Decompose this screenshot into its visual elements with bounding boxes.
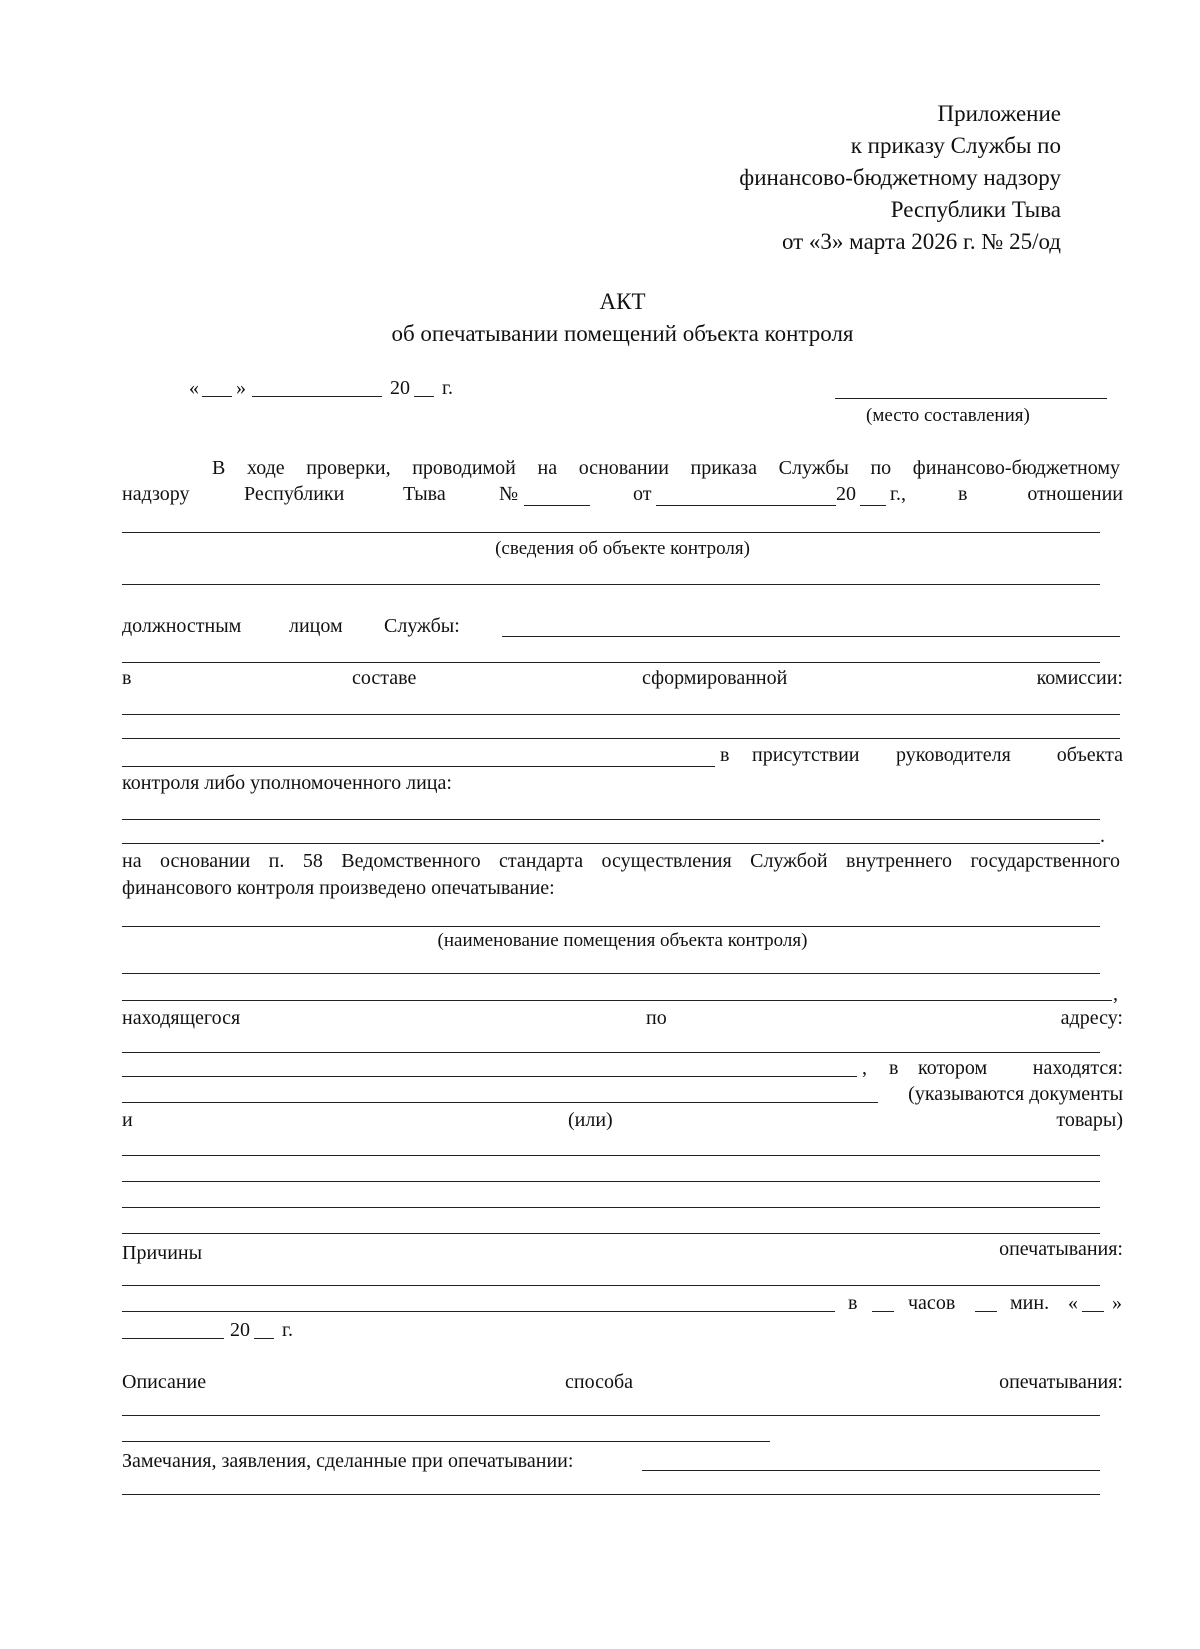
hours-blank[interactable] — [872, 1311, 894, 1312]
presence-word-obekta: объекта — [1056, 744, 1123, 766]
representative-line-2[interactable] — [122, 843, 1100, 844]
time-year-blank[interactable] — [254, 1338, 274, 1339]
commission-line-3[interactable] — [122, 766, 715, 767]
presence-word-prisutstvii: присутствии — [752, 744, 860, 766]
minutes-blank[interactable] — [975, 1311, 997, 1312]
reasons-word-1: Причины — [122, 1242, 203, 1264]
intro-word-nadzor: надзору — [122, 483, 190, 505]
time-word-v: в — [848, 1292, 858, 1314]
representative-line-1[interactable] — [122, 819, 1100, 820]
date-quote-close: » — [236, 377, 246, 399]
contains-note: (указываются документы — [908, 1083, 1123, 1105]
premises-line-2[interactable] — [122, 973, 1100, 974]
official-line-2[interactable] — [122, 662, 1100, 663]
contains-and: и — [122, 1109, 133, 1131]
intro-word-ot: от — [633, 483, 652, 505]
object-info-caption: (сведения об объекте контроля) — [495, 538, 750, 559]
appendix-order-line: к приказу Службы по — [850, 133, 1061, 158]
remarks-blank-1[interactable] — [642, 1470, 1100, 1471]
commission-line-2[interactable] — [122, 738, 1120, 739]
presence-line-2: контроля либо уполномоченного лица: — [122, 772, 452, 794]
time-year-prefix: 20 — [230, 1319, 250, 1341]
contains-word-nakhodyatsya: находятся: — [1032, 1057, 1123, 1079]
remarks-blank-2[interactable] — [122, 1494, 1100, 1495]
contents-line-1[interactable] — [122, 1102, 878, 1103]
official-word-2: лицом — [289, 615, 343, 637]
intro-word-tyva: Тыва — [403, 483, 446, 505]
address-word-3: адресу: — [1060, 1007, 1123, 1029]
intro-year-suffix: г., — [890, 483, 906, 505]
date-year-prefix: 20 — [390, 377, 410, 399]
contains-comma: , — [862, 1057, 867, 1079]
time-quote-open: « — [1068, 1292, 1078, 1314]
address-line-1[interactable] — [122, 1052, 1100, 1053]
appendix-republic-line: Республики Тыва — [890, 197, 1061, 222]
reasons-line-1[interactable] — [122, 1285, 1100, 1286]
method-word-2: способа — [565, 1371, 634, 1393]
intro-word-v: в — [958, 483, 968, 505]
intro-number-sign: № — [499, 483, 519, 505]
address-word-1: находящегося — [122, 1007, 241, 1029]
remarks-label: Замечания, заявления, сделанные при опечатывании: — [122, 1450, 574, 1472]
premises-line-1[interactable] — [122, 926, 1100, 927]
commission-word-komissii: комиссии: — [1036, 667, 1123, 689]
commission-word-sostave: составе — [352, 667, 417, 689]
place-caption: (место составления) — [866, 405, 1030, 426]
month-blank[interactable] — [252, 396, 382, 397]
premises-caption: (наименование помещения объекта контроля) — [437, 930, 808, 951]
presence-word-v: в — [720, 744, 730, 766]
representative-period: . — [1100, 825, 1105, 847]
official-word-3: Службы: — [384, 615, 460, 637]
time-word-min: мин. — [1010, 1292, 1050, 1314]
intro-line-1: В ходе проверки, проводимой на основании приказа Службы по финансово-бюджетному — [212, 457, 1120, 479]
contents-line-3[interactable] — [122, 1181, 1100, 1182]
premises-line-3[interactable] — [122, 1000, 1112, 1001]
address-word-2: по — [646, 1007, 667, 1029]
order-date-blank[interactable] — [656, 505, 836, 506]
document-title: АКТ — [599, 289, 646, 314]
object-info-line-2[interactable] — [122, 584, 1100, 585]
time-year-suffix: г. — [282, 1319, 293, 1341]
object-info-line-1[interactable] — [122, 532, 1100, 533]
premises-comma: , — [1113, 983, 1118, 1005]
official-word-1: должностным — [122, 615, 242, 637]
intro-year-prefix: 20 — [836, 483, 856, 505]
address-line-2[interactable] — [122, 1076, 857, 1077]
appendix-label: Приложение — [937, 101, 1061, 126]
contains-word-kotorom: котором — [918, 1057, 988, 1079]
date-year-suffix: г. — [442, 377, 453, 399]
commission-word-formed: сформированной — [642, 667, 788, 689]
reasons-line-2[interactable] — [122, 1311, 835, 1312]
document-subtitle: об опечатывании помещений объекта контроля — [391, 321, 854, 346]
appendix-date-number: от «3» марта 2026 г. № 25/од — [781, 229, 1061, 254]
order-year-blank[interactable] — [860, 505, 886, 506]
order-number-blank[interactable] — [524, 505, 590, 506]
basis-line-1: на основании п. 58 Ведомственного стандарта осуществления Службой внутреннего государственного — [122, 850, 1120, 872]
day-blank[interactable] — [202, 396, 232, 397]
year-blank[interactable] — [414, 396, 434, 397]
contains-goods: товары) — [1056, 1109, 1123, 1131]
time-word-hours: часов — [908, 1292, 956, 1314]
basis-line-2: финансового контроля произведено опечатывание: — [122, 877, 555, 899]
method-line-2[interactable] — [122, 1441, 770, 1442]
reasons-word-2: опечатывания: — [999, 1238, 1123, 1260]
method-word-3: опечатывания: — [999, 1371, 1123, 1393]
presence-word-rukovoditelya: руководителя — [896, 744, 1011, 766]
contents-line-5[interactable] — [122, 1233, 1100, 1234]
official-name-blank[interactable] — [502, 636, 1120, 637]
time-month-blank[interactable] — [122, 1338, 224, 1339]
intro-word-republic: Республики — [244, 483, 345, 505]
place-blank[interactable] — [835, 398, 1107, 399]
contains-or: (или) — [568, 1109, 613, 1131]
contents-line-4[interactable] — [122, 1207, 1100, 1208]
commission-line-1[interactable] — [122, 714, 1120, 715]
time-quote-close: » — [1112, 1292, 1122, 1314]
contains-word-v: в — [889, 1057, 899, 1079]
intro-word-otnoshenii: отношении — [1027, 483, 1123, 505]
method-word-1: Описание — [122, 1371, 207, 1393]
date-quote-open: « — [189, 377, 199, 399]
time-day-blank[interactable] — [1082, 1311, 1104, 1312]
contents-line-2[interactable] — [122, 1155, 1100, 1156]
commission-word-v: в — [122, 667, 132, 689]
method-line-1[interactable] — [122, 1415, 1100, 1416]
appendix-agency-line: финансово-бюджетному надзору — [739, 165, 1061, 190]
